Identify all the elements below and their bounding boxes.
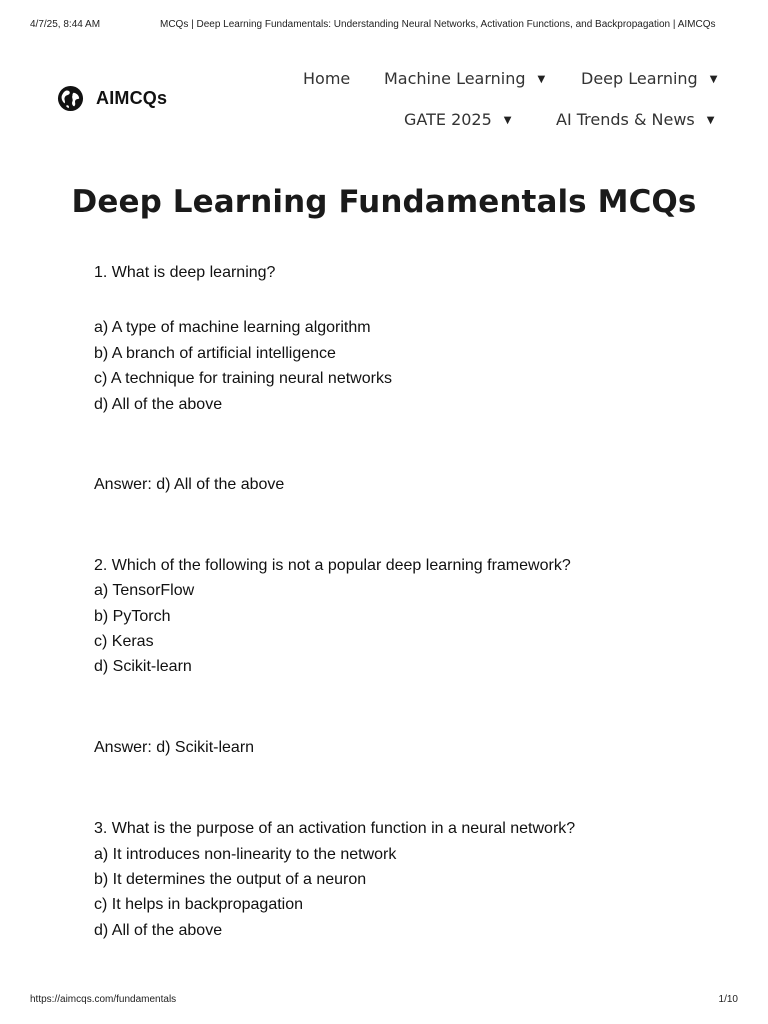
nav-item-machine-learning[interactable] [384,64,545,92]
nav-item-gate-2025[interactable] [404,105,512,133]
nav-label: Machine Learning [384,68,526,88]
caret-down-icon: ▼ [706,114,715,126]
print-datetime: 4/7/25, 8:44 AM [30,19,101,30]
option-text: a) It introduces non-linearity to the network [94,846,397,863]
option-text: c) Keras [94,633,154,650]
option-text: a) A type of machine learning algorithm [94,319,371,336]
nav-item-ai-trends-news[interactable] [556,105,714,133]
nav-label: GATE 2025 [404,109,492,129]
caret-down-icon: ▼ [709,73,718,85]
page-title: Deep Learning Fundamentals MCQs [71,184,697,220]
option-text: b) A branch of artificial intelligence [94,345,336,362]
caret-down-icon: ▼ [537,73,546,85]
option-text: a) TensorFlow [94,582,195,599]
caret-down-icon: ▼ [503,114,512,126]
question-text: 3. What is the purpose of an activation function in a neural network? [94,820,576,837]
logo-text: AIMCQs [96,88,168,108]
print-url: https://aimcqs.com/fundamentals [30,994,177,1005]
question-text: 1. What is deep learning? [94,264,276,281]
nav-item-deep-learning[interactable] [581,64,717,92]
site-logo[interactable] [57,85,167,112]
nav-label: Home [303,68,351,88]
nav-item-home[interactable] [303,64,350,92]
option-text: c) It helps in backpropagation [94,896,304,913]
option-text: b) PyTorch [94,608,171,625]
nav-label: Deep Learning [581,68,698,88]
option-text: d) All of the above [94,922,223,939]
answer-text: Answer: d) Scikit-learn [94,739,255,756]
globe-icon [57,85,84,112]
nav-label: AI Trends & News [556,109,695,129]
print-page-title: MCQs | Deep Learning Fundamentals: Understanding Neural Networks, Activation Functions, and Backpropagation | AIMCQs [160,19,716,30]
option-text: d) All of the above [94,396,223,413]
question-text: 2. Which of the following is not a popular deep learning framework? [94,557,571,574]
answer-text: Answer: d) All of the above [94,476,285,493]
option-text: c) A technique for training neural networks [94,370,392,387]
option-text: b) It determines the output of a neuron [94,871,367,888]
option-text: d) Scikit-learn [94,658,192,675]
print-page-number: 1/10 [718,994,738,1005]
